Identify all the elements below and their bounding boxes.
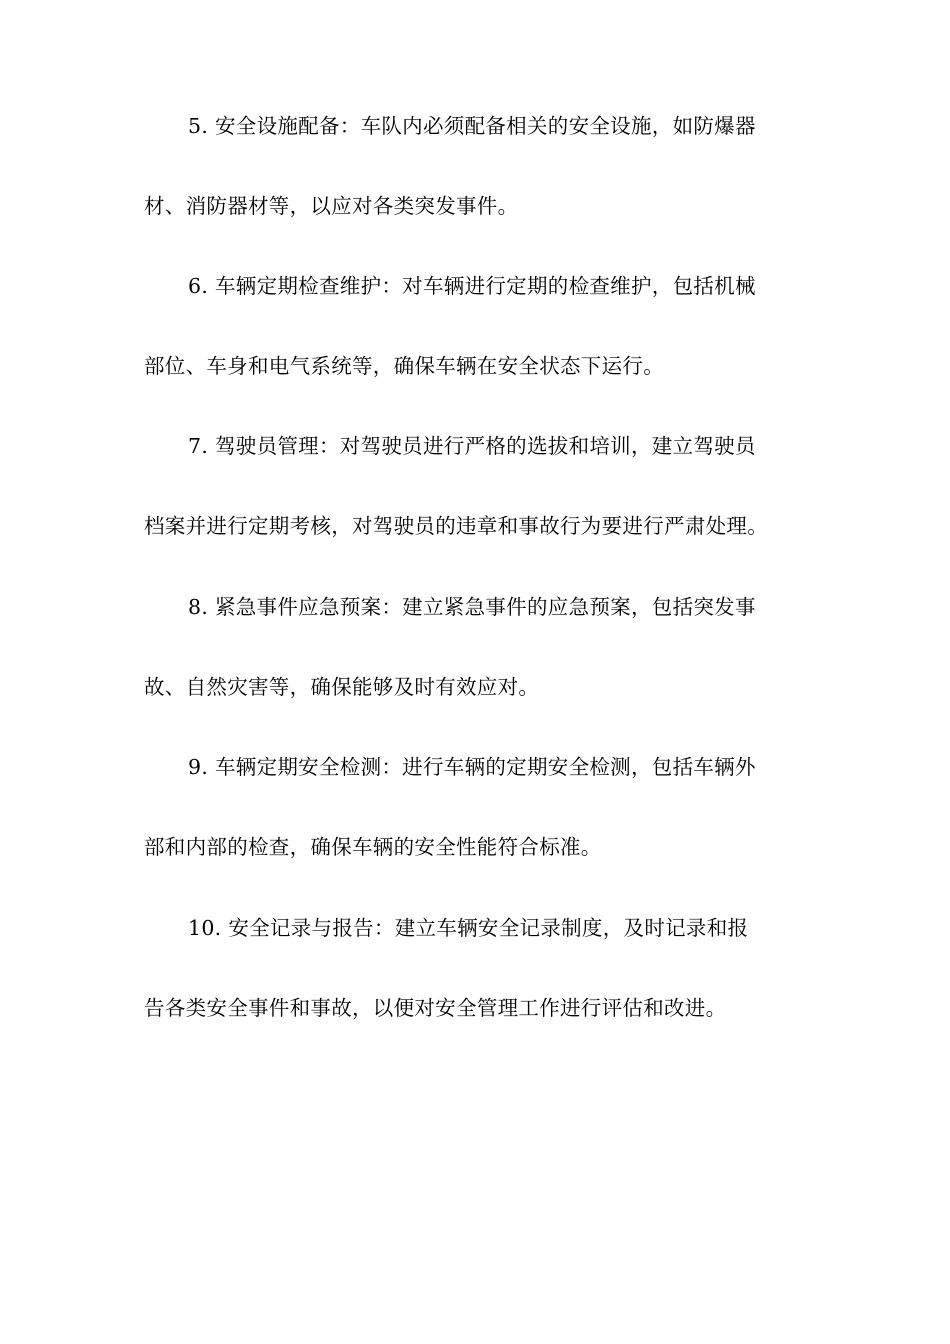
paragraph-line-second: 材、消防器材等，以应对各类突发事件。: [144, 194, 519, 218]
paragraph-item-10: [144, 888, 806, 1048]
paragraph-item-8: [144, 567, 806, 727]
paragraph-line-first: 8. 紧急事件应急预案：建立紧急事件的应急预案，包括突发事: [188, 595, 756, 619]
paragraph-item-6: [144, 246, 806, 406]
paragraph-line-second: 部和内部的检查，确保车辆的安全性能符合标准。: [144, 835, 602, 859]
paragraph-line-first: 7. 驾驶员管理：对驾驶员进行严格的选拔和培训，建立驾驶员: [188, 434, 756, 458]
paragraph-item-5: [144, 86, 806, 246]
paragraph-line-second: 告各类安全事件和事故，以便对安全管理工作进行评估和改进。: [144, 996, 727, 1020]
paragraph-item-9: [144, 727, 806, 887]
paragraph-item-7: [144, 406, 806, 566]
paragraph-line-first: 9. 车辆定期安全检测：进行车辆的定期安全检测，包括车辆外: [188, 755, 756, 779]
paragraph-line-second: 故、自然灾害等，确保能够及时有效应对。: [144, 675, 540, 699]
paragraph-line-first: 10. 安全记录与报告：建立车辆安全记录制度，及时记录和报: [188, 916, 749, 940]
paragraph-line-first: 5. 安全设施配备：车队内必须配备相关的安全设施，如防爆器: [188, 114, 756, 138]
paragraph-line-first: 6. 车辆定期检查维护：对车辆进行定期的检查维护，包括机械: [188, 274, 756, 298]
paragraph-line-second: 部位、车身和电气系统等，确保车辆在安全状态下运行。: [144, 354, 664, 378]
paragraph-line-second: 档案并进行定期考核，对驾驶员的违章和事故行为要进行严肃处理。: [144, 514, 768, 538]
